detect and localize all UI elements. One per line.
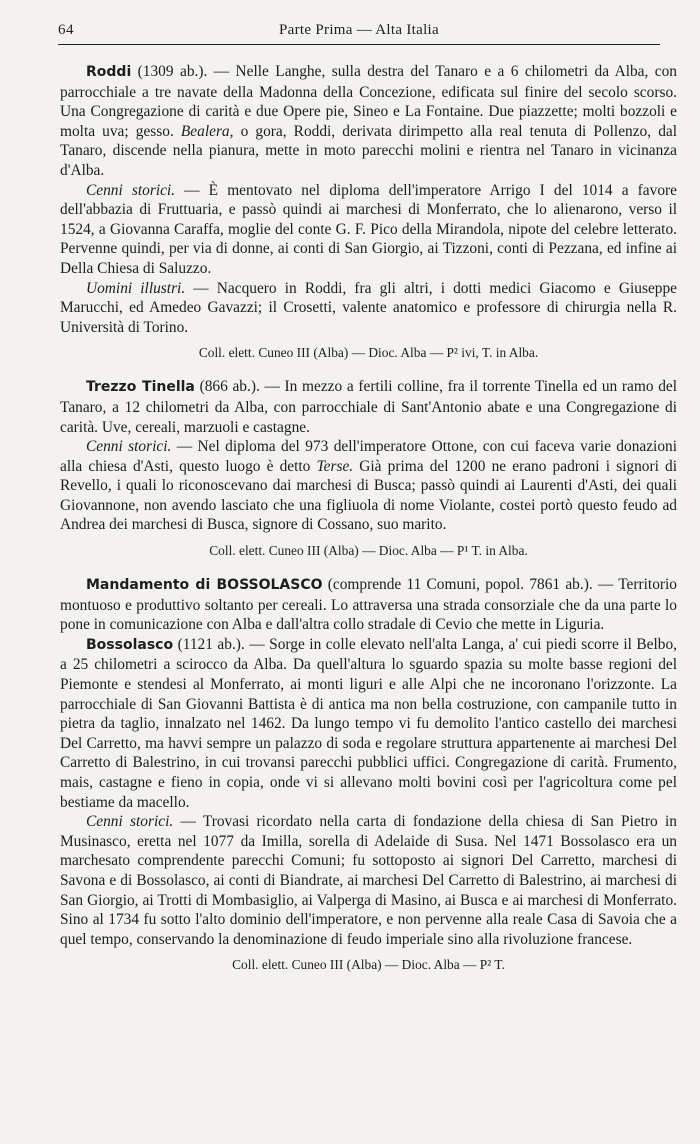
text: Già prima del 1200 ne erano padroni i signori di Revello, i quali lo riconoscevano dai marchesi di Busca; passò quindi ai Laurenti d'Asti, dei quali Giovannone, non avendo lasciato che una figliuola di nome Violante, costei portò questo feudo ad Andrea dei marchesi di Busca, signore di Cossano, suo marito. xyxy=(60,457,677,534)
text: (866 ab.). — In mezzo a fertili colline, fra il torrente Tinella ed un ramo del Tanaro, a 12 chilometri da Alba, con parrocchiale di Sant'Antonio abate e una Congregazione di carità. Uve, cereali, marzuoli e castagne. xyxy=(60,378,677,436)
section-label: Cenni storici. xyxy=(86,438,172,456)
electoral-note: Coll. elett. Cuneo III (Alba) — Dioc. Alba — P² T. xyxy=(232,957,505,973)
section-label: Uomini illustri. xyxy=(86,279,186,297)
page-header xyxy=(58,14,660,45)
entry-title-label: Mandamento di xyxy=(86,577,217,594)
paragraph xyxy=(60,62,677,181)
italic-term: Terse. xyxy=(316,457,354,475)
electoral-note: Coll. elett. Cuneo III (Alba) — Dioc. Alba — P² ivi, T. in Alba. xyxy=(198,345,539,361)
text: (1309 ab.). — Nelle Langhe, sulla destra del Tanaro e a 6 chilometri da Alba, con parrocchiale a tre navate della Madonna della Concezione, edificata sul finire del secolo scorso. Una Congregazione di carità e due Opere pie, Sineo e La Fontaine. Due piazzette; molti bozzoli e molta uva; gesso. xyxy=(60,63,677,140)
text: (1121 ab.). — Sorge in colle elevato nell'alta Langa, a' cui piedi scorre il Belbo, a 25 chilometri a scirocco da Alba. Da quell'altura lo sguardo spazia su molte basse regioni del Piemonte e stendesi al Monferrato, ai monti liguri e alle Alpi che ne incoronano l'orizzonte. La parrocchiale di San Giovanni Battista è di antica ma non bella costruzione, con campanile tutto in pietra da taglio, innalzato nel 1462. Da lungo tempo vi fu demolito l'antico castello dei marchesi Del Carretto, ma havvi sempre un palazzo di soda e regolare struttura appartenente ai marchesi Del Carretto di Balestrino, in cui trovansi parecchi pubblici uffici. Congregazione di carità. Frumento, mais, castagne e fieno in copia, onde vi si allevano molti bovini così per l'agricoltura come pel bestiame da macello. xyxy=(60,635,677,811)
text: — Nel diploma del 973 dell'imperatore Ottone, con cui faceva varie donazioni alla chiesa d'Asti, questo luogo è detto xyxy=(60,438,677,475)
paragraph xyxy=(60,181,677,279)
entry-mandamento-bossolasco xyxy=(60,575,677,635)
paragraph xyxy=(60,437,677,535)
electoral-note: Coll. elett. Cuneo III (Alba) — Dioc. Alba — P¹ T. in Alba. xyxy=(209,543,528,559)
spacer xyxy=(60,361,677,377)
section-label: Cenni storici. xyxy=(86,813,174,831)
italic-term: Bealera xyxy=(180,122,230,140)
running-title: Parte Prima — Alta Italia xyxy=(279,22,439,38)
paragraph xyxy=(60,377,677,437)
entry-bossolasco xyxy=(60,635,677,974)
page-number: 64 xyxy=(58,22,74,38)
spacer xyxy=(60,559,677,575)
paragraph xyxy=(60,812,677,949)
paragraph xyxy=(60,575,677,635)
page-body xyxy=(60,62,677,973)
text: , o gora, Roddi, derivata dirimpetto alla real tenuta di Pollenzo, dal Tanaro, discende nella pianura, mette in moto parecchi molini e rientra nel Tanaro in vicinanza d'Alba. xyxy=(60,122,677,179)
text: (comprende 11 Comuni, popol. 7861 ab.). — Territorio montuoso e produttivo soltanto per cereali. Lo attraversa una strada consorziale che da una parte lo pone in comunicazione con Alba e dall'altra collo stradale di Cevio che mette in Liguria. xyxy=(60,576,677,634)
entry-trezzo-tinella xyxy=(60,377,677,559)
text: — Nacquero in Roddi, fra gli altri, i dotti medici Giacomo e Giuseppe Marucchi, ed Amedeo Gavazzi; il Crosetti, valente anatomico e professore di chirurgia nella R. Università di Torino. xyxy=(60,279,677,336)
entry-title: BOSSOLASCO xyxy=(216,577,323,594)
entry-title: Bossolasco xyxy=(86,636,174,653)
text: — È mentovato nel diploma dell'imperatore Arrigo I del 1014 a favore dell'abbazia di Fruttuaria, e passò quindi ai marchesi di Monferrato, che lo alienarono, verso il 1524, a Giovanna Caraffa, moglie del conte G. F. Pico della Mirandola, nipote del celebre letterato. Pervenne quindi, per via di donne, ai conti di San Giorgio, ai Tizzoni, conti di Pezzana, ed infine ai Della Chiesa di Saluzzo. xyxy=(60,181,677,277)
text: — Trovasi ricordato nella carta di fondazione della chiesa di San Pietro in Musinasco, eretta nel 1077 da Imilla, sorella di Adelaide di Susa. Nel 1471 Bossolasco era un marchesato comprendente parecchi Comuni; fu sottoposto ai signori Del Carretto, marchesi di Savona e di Bossolasco, ai conti di Biandrate, ai marchesi Del Carretto di Balestrino, ai marchesi di San Giorgio, ai Trotti di Mombasiglio, ai Valperga di Masino, ai Busca e ai marchesi di Monferrato. Sino al 1734 fu sotto l'alto dominio dell'imperatore, e non pervenne alla reale Casa di Savoia che a quel tempo, conservando la denominazione di feudo imperiale sino alla rivoluzione francese. xyxy=(60,813,677,948)
entry-roddi xyxy=(60,62,677,361)
paragraph xyxy=(60,635,677,812)
entry-title: Roddi xyxy=(86,64,132,80)
paragraph xyxy=(60,279,677,338)
entry-title: Trezzo Tinella xyxy=(86,379,195,396)
section-label: Cenni storici. xyxy=(86,181,176,199)
